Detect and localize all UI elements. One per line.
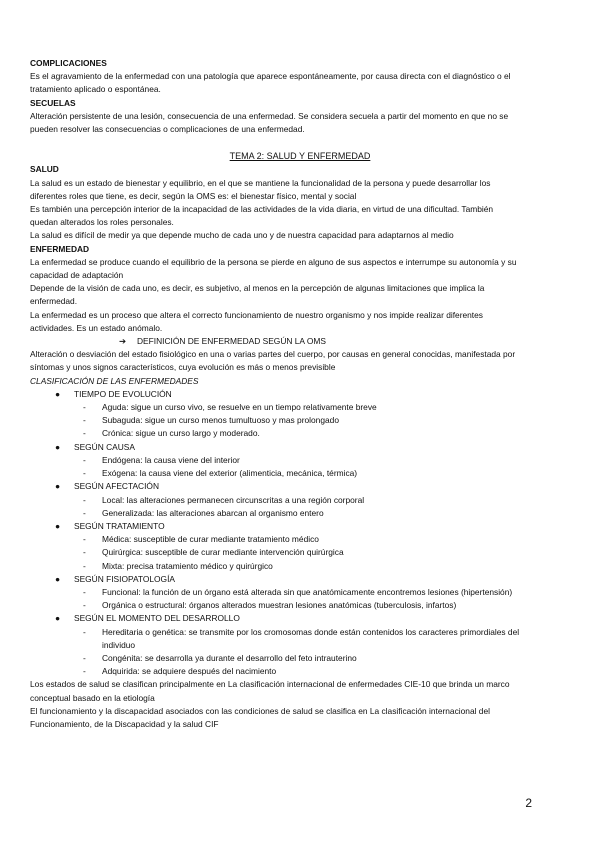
text-line: Es también una percepción interior de la incapacidad de las actividades de la vida diaria, en virtud de una dificultad. También [30,204,494,215]
text-line: Alteración o desviación del estado fisiológico en una o varias partes del cuerpo, por causas en general conocidas, manifestada por [30,349,516,360]
text-line: Alteración persistente de una lesión, consecuencia de una enfermedad. Se considera secuela a partir del momento en que no se [30,110,509,121]
classification-item-text: Congénita: se desarrolla ya durante el desarrollo del feto intrauterino [102,652,357,663]
classification-item [30,586,570,599]
dash-bullet-icon: - [83,626,86,637]
classification-item-text: Crónica: sigue un curso largo y moderado. [102,428,260,439]
text-line: enfermedad. [30,296,78,307]
classification-item-text: individuo [102,639,136,650]
section-complicaciones [30,57,570,97]
text-line: quedan alterados los roles personales. [30,217,174,228]
classification-item-text: Local: las alteraciones permanecen circunscritas a una región corporal [102,494,365,505]
classification-group-title: SEGÚN AFECTACIÓN [74,481,159,492]
classification-item [30,454,570,467]
classification-item-text: Generalizada: las alteraciones abarcan al organismo entero [102,507,324,518]
classification-item [30,427,570,440]
classification-item [30,665,570,678]
text-line: Es el agravamiento de la enfermedad con una patología que aparece espontáneamente, por causa directa con el diagnóstico o el [30,71,511,82]
classification-item-text: Médica: susceptible de curar mediante tratamiento médico [102,534,319,545]
text-line: síntomas y unos signos característicos, cuya evolución es más o menos previsible [30,362,336,373]
dash-bullet-icon: - [83,402,86,413]
text-line: actividades. Es un estado anómalo. [30,322,163,333]
bullet-icon: ● [55,388,61,399]
classification-item [30,652,570,665]
bullet-icon: ● [55,613,61,624]
heading-complicaciones: COMPLICACIONES [30,58,107,68]
classification-group-title: SEGÚN TRATAMIENTO [74,520,165,531]
heading-definicion: DEFINICIÓN DE ENFERMEDAD SEGÚN LA OMS [137,336,326,347]
classification-item [30,533,570,546]
dash-bullet-icon: - [83,547,86,558]
dash-bullet-icon: - [83,415,86,426]
heading-enfermedad: ENFERMEDAD [30,243,90,254]
classification-item-text: Mixta: precisa tratamiento médico y quirúrgico [102,560,273,571]
text-line: La enfermedad se produce cuando el equilibrio de la persona se pierde en alguno de sus aspectos e interrumpe su autonomía y su [30,256,517,267]
bullet-icon: ● [55,441,61,452]
classification-item-text: Quirúrgica: susceptible de curar mediante intervención quirúrgica [102,547,344,558]
classification-item-text: Aguda: sigue un curso vivo, se resuelve en un tiempo relativamente breve [102,402,377,413]
classification-item [30,507,570,520]
heading-clasificacion: CLASIFICACIÓN DE LAS ENFERMEDADES [30,375,199,386]
heading-secuelas: SECUELAS [30,97,76,108]
text-line: pueden resolver las consecuencias o complicaciones de una enfermedad. [30,124,305,135]
classification-group-title: SEGÚN EL MOMENTO DEL DESARROLLO [74,613,240,624]
page-title: TEMA 2: SALUD Y ENFERMEDAD [229,151,371,162]
dash-bullet-icon: - [83,586,86,597]
classification-list [30,388,570,678]
classification-item [30,467,570,480]
classification-group [30,520,570,533]
classification-group [30,441,570,454]
text-line: diferentes roles que tiene, es decir, según la OMS es: el bienestar físico, mental y social [30,190,357,201]
text-line: La enfermedad es un proceso que altera el correcto funcionamiento de nuestro organismo y nos impide realizar diferentes [30,309,483,320]
document-body [30,57,570,731]
arrow-right-icon: ➔ [119,336,127,347]
dash-bullet-icon: - [83,468,86,479]
text-line: conceptual basado en la etiología [30,692,155,703]
classification-item [30,401,570,414]
dash-bullet-icon: - [83,534,86,545]
bullet-icon: ● [55,481,61,492]
dash-bullet-icon: - [83,600,86,611]
section-definicion-oms [30,335,570,375]
section-enfermedad [30,243,570,335]
text-line: La salud es difícil de medir ya que depende mucho de cada uno y de nuestra capacidad para adaptarnos al medio [30,230,454,241]
classification-group [30,573,570,586]
classification-item-text: Exógena: la causa viene del exterior (alimenticia, mecánica, térmica) [102,468,358,479]
classification-item-text: Adquirida: se adquiere después del nacimiento [102,666,277,677]
text-line: El funcionamiento y la discapacidad asociados con las condiciones de salud se clasifica en La clasificación internacional del [30,705,490,716]
section-closing [30,678,570,731]
section-salud [30,163,570,242]
dash-bullet-icon: - [83,652,86,663]
text-line: capacidad de adaptación [30,270,124,281]
dash-bullet-icon: - [83,428,86,439]
dash-bullet-icon: - [83,507,86,518]
bullet-icon: ● [55,520,61,531]
text-line: Los estados de salud se clasifican principalmente en La clasificación internacional de enfermedades CIE-10 que brinda un marco [30,679,510,690]
classification-item [30,494,570,507]
dash-bullet-icon: - [83,560,86,571]
classification-item-text: Hereditaria o genética: se transmite por los cromosomas donde están contenidos los caracteres primordiales del [102,626,520,637]
classification-item-text: Funcional: la función de un órgano está alterada sin que anatómicamente encontremos lesiones (hipertensión) [102,586,513,597]
classification-item [30,599,570,612]
text-line: La salud es un estado de bienestar y equilibrio, en el que se mantiene la funcionalidad de la persona y puede desarrollar los [30,177,491,188]
dash-bullet-icon: - [83,454,86,465]
classification-group-title: SEGÚN CAUSA [74,441,135,452]
classification-group [30,612,570,625]
classification-item [30,546,570,559]
classification-group-title: TIEMPO DE EVOLUCIÓN [74,388,172,399]
text-line: tratamiento aplicado o espontánea. [30,84,161,95]
heading-salud: SALUD [30,164,59,175]
classification-item-text: Subaguda: sigue un curso menos tumultuoso y mas prolongado [102,415,339,426]
classification-item-text: Endógena: la causa viene del interior [102,454,240,465]
text-line: Funcionamiento, de la Discapacidad y la salud CIF [30,718,219,729]
bullet-icon: ● [55,573,61,584]
page-number: 2 [525,796,532,810]
classification-item [30,560,570,573]
classification-group [30,480,570,493]
classification-group-title: SEGÚN FISIOPATOLOGÍA [74,573,175,584]
classification-item [30,626,570,639]
dash-bullet-icon: - [83,666,86,677]
dash-bullet-icon: - [83,494,86,505]
text-line: Depende de la visión de cada uno, es decir, es subjetivo, al menos en la percepción de algunas limitaciones que implica la [30,283,485,294]
classification-item [30,639,570,652]
classification-item [30,414,570,427]
classification-group [30,388,570,401]
classification-item-text: Orgánica o estructural: órganos alterados muestran lesiones anatómicas (tuberculosis, infartos) [102,600,457,611]
definicion-heading-row [30,335,570,348]
section-secuelas [30,97,570,137]
